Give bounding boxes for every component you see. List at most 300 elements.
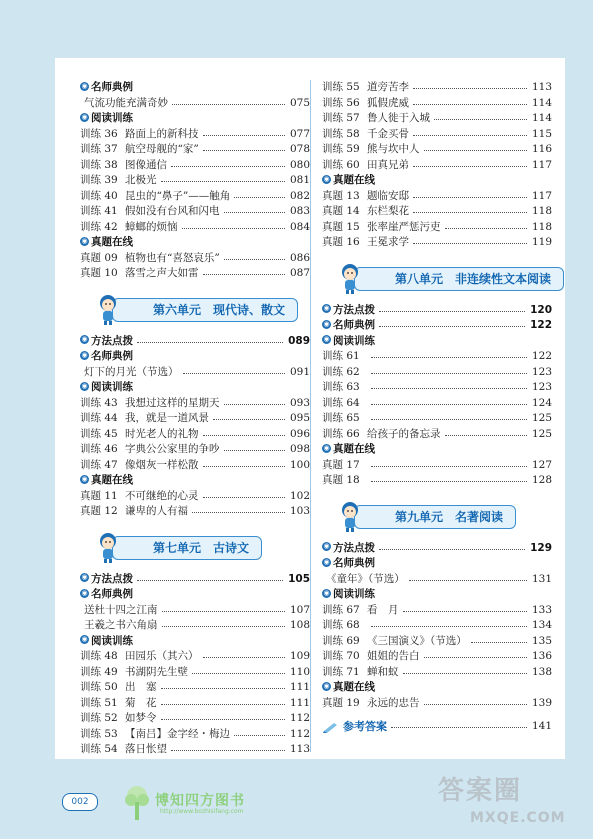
entry-title: 菊 花: [125, 696, 157, 709]
entry-number: 训练 40: [80, 189, 118, 202]
toc-entry[interactable]: [80, 680, 310, 696]
toc-entry[interactable]: [80, 665, 310, 681]
page-ref: 087: [288, 266, 310, 282]
section-bullet-icon: ◉: [323, 681, 330, 690]
toc-entry[interactable]: [80, 504, 310, 520]
dot-leader: [203, 466, 285, 467]
entry-number: 训练 38: [80, 158, 118, 171]
toc-entry[interactable]: [80, 711, 310, 727]
entry-number: 训练 43: [80, 396, 118, 409]
entry-title: 如梦令: [125, 712, 157, 724]
entry-title: 落日怅望: [125, 743, 167, 755]
toc-entry[interactable]: [80, 458, 310, 474]
section-label: 名师典例: [91, 350, 133, 362]
publisher-brand: 博知四方图书: [155, 793, 245, 809]
entry-title: 道旁苦李: [367, 81, 409, 93]
toc-entry[interactable]: [80, 96, 310, 112]
section-label: 真题在线: [333, 174, 375, 186]
section-bullet-icon: ◉: [323, 443, 330, 452]
toc-entry[interactable]: [80, 618, 310, 634]
toc-entry[interactable]: [322, 80, 552, 96]
section-label: 方法点拨: [91, 572, 133, 585]
dot-leader: [162, 611, 285, 612]
dot-leader: [224, 404, 285, 405]
cartoon-kid-icon: [94, 530, 122, 564]
page-ref: 091: [288, 365, 310, 381]
toc-entry[interactable]: [322, 158, 552, 174]
entry-title: 航空母舰的“家”: [125, 143, 199, 155]
toc-entry[interactable]: [322, 473, 552, 489]
dot-leader: [224, 212, 285, 213]
toc-entry[interactable]: [80, 142, 310, 158]
toc-entry[interactable]: [80, 442, 310, 458]
unit-banner: [80, 530, 310, 564]
entry-title: 田真兄弟: [367, 158, 409, 171]
section-heading: [322, 541, 552, 557]
entry-number: 真题 10: [80, 267, 118, 279]
toc-entry[interactable]: [80, 489, 310, 505]
dot-leader: [161, 704, 285, 705]
page-ref: 122: [528, 318, 552, 334]
section-bullet-icon: ◉: [323, 335, 330, 343]
entry-number: 真题 09: [80, 251, 118, 264]
entry-title: 气流功能充满奇妙: [84, 96, 168, 109]
entry-number: 训练 65: [322, 412, 360, 424]
entry-title: 路面上的新科技: [125, 127, 199, 140]
entry-title: 《童年》（节选）: [326, 572, 405, 585]
dot-leader: [183, 373, 285, 374]
section-label: 名师典例: [91, 588, 133, 600]
page-ref: 105: [286, 572, 310, 588]
dot-leader: [162, 626, 285, 627]
toc-entry[interactable]: [322, 204, 552, 220]
section-label: 真题在线: [91, 474, 133, 486]
entry-title: 姐姐的告白: [367, 650, 420, 662]
page-ref: 082: [288, 189, 310, 205]
toc-entry[interactable]: [322, 220, 552, 236]
section-bullet-icon: ◉: [81, 635, 88, 643]
unit-banner: [80, 292, 310, 326]
pencil-icon: [322, 721, 340, 733]
section-bullet-icon: ◉: [323, 304, 330, 312]
dot-leader: [371, 419, 527, 420]
toc-entry[interactable]: [322, 665, 552, 681]
dot-leader: [137, 342, 283, 343]
page-ref: 112: [288, 727, 310, 743]
dot-leader: [413, 104, 527, 105]
entry-title: 谦卑的人有福: [125, 505, 188, 517]
page-ref: 117: [530, 158, 552, 174]
dot-leader: [161, 719, 285, 720]
page-ref: 078: [288, 142, 310, 158]
toc-entry[interactable]: [322, 189, 552, 205]
unit-title: 第八单元 非连续性文本阅读: [354, 267, 564, 291]
page-ref: 133: [530, 603, 552, 619]
entry-number: 真题 14: [322, 205, 360, 217]
section-bullet-icon: ◉: [323, 557, 330, 566]
toc-left-column: [80, 80, 310, 758]
page-ref: 111: [288, 696, 310, 712]
section-heading: [80, 572, 310, 588]
entry-title: 永远的忠告: [367, 696, 420, 709]
section-label: 阅读训练: [91, 112, 133, 124]
page-ref: 100: [288, 458, 310, 474]
entry-title: 田园乐（其六）: [125, 650, 199, 662]
page-ref: 107: [288, 603, 310, 619]
page-ref: 102: [288, 489, 310, 505]
page-ref: 135: [530, 634, 552, 650]
page-ref: 139: [530, 696, 552, 712]
entry-number: 真题 17: [322, 458, 360, 471]
dot-leader: [424, 150, 527, 151]
page-ref: 089: [286, 334, 310, 350]
toc-entry[interactable]: [80, 251, 310, 267]
entry-title: 北极光: [125, 174, 157, 186]
toc-entry[interactable]: [322, 111, 552, 127]
entry-number: 训练 52: [80, 712, 118, 724]
entry-title: 图像通信: [125, 158, 167, 171]
page-ref: 131: [530, 572, 552, 588]
section-heading: [80, 380, 310, 396]
toc-entry[interactable]: [80, 365, 310, 381]
toc-entry[interactable]: [322, 603, 552, 619]
toc-entry[interactable]: [322, 365, 552, 381]
section-label: 真题在线: [333, 443, 375, 455]
dot-leader: [413, 166, 527, 167]
section-heading: [80, 587, 310, 603]
section-bullet-icon: ◉: [323, 588, 330, 597]
page-ref: 112: [288, 711, 310, 727]
toc-entry[interactable]: [322, 649, 552, 665]
section-label: 阅读训练: [333, 334, 375, 347]
entry-number: 训练 59: [322, 143, 360, 155]
page-ref: 125: [530, 411, 552, 427]
dot-leader: [203, 274, 285, 275]
dot-leader: [391, 727, 527, 728]
cartoon-kid-icon: [94, 292, 122, 326]
dot-leader: [234, 735, 285, 736]
section-heading: [322, 318, 552, 334]
cartoon-kid-icon: [336, 261, 364, 295]
answers-entry[interactable]: [322, 719, 552, 741]
entry-title: 熊与坎中人: [367, 143, 420, 155]
dot-leader: [371, 373, 527, 374]
toc-entry[interactable]: [80, 427, 310, 443]
page-ref: 129: [528, 541, 552, 557]
unit-banner: [322, 499, 552, 533]
toc-entry[interactable]: [80, 696, 310, 712]
dot-leader: [213, 419, 285, 420]
page-ref: 075: [288, 96, 310, 112]
toc-entry[interactable]: [80, 396, 310, 412]
toc-entry[interactable]: [80, 411, 310, 427]
dot-leader: [161, 688, 285, 689]
entry-number: 训练 53: [80, 727, 118, 740]
section-label: 真题在线: [91, 236, 133, 248]
entry-number: 训练 56: [322, 96, 360, 109]
section-label: 名师典例: [91, 81, 133, 93]
toc-entry[interactable]: [80, 266, 310, 282]
entry-title: 植物也有“喜怒哀乐”: [125, 251, 220, 264]
page-ref: 124: [530, 396, 552, 412]
dot-leader: [445, 435, 527, 436]
entry-title: 字典公公家里的争吵: [125, 443, 220, 455]
dot-leader: [445, 228, 527, 229]
unit-banner: [322, 261, 552, 295]
dot-leader: [171, 166, 285, 167]
toc-entry[interactable]: [322, 96, 552, 112]
entry-title: 千金买骨: [367, 127, 409, 140]
dot-leader: [203, 657, 285, 658]
toc-entry[interactable]: [80, 127, 310, 143]
toc-entry[interactable]: [80, 649, 310, 665]
page-frame-top: [0, 0, 593, 58]
page-ref: 109: [288, 649, 310, 665]
entry-number: 训练 68: [322, 619, 360, 631]
section-bullet-icon: ◉: [81, 81, 88, 90]
dot-leader: [371, 481, 527, 482]
page-ref: 128: [530, 473, 552, 489]
section-heading: [80, 349, 310, 365]
entry-number: 训练 69: [322, 634, 360, 647]
toc-entry[interactable]: [322, 427, 552, 443]
dot-leader: [471, 642, 527, 643]
page-ref: 111: [288, 680, 310, 696]
page-frame-right: [565, 0, 593, 839]
entry-title: 昆虫的“鼻子”——触角: [125, 189, 231, 202]
page-ref: 118: [530, 204, 552, 220]
page-ref: 086: [288, 251, 310, 267]
toc-entry[interactable]: [322, 396, 552, 412]
entry-title: 我想过这样的星期天: [125, 396, 220, 409]
toc-entry[interactable]: [322, 142, 552, 158]
page-number: 002: [62, 793, 98, 811]
entry-title: 像烟灰一样松散: [125, 458, 199, 471]
entry-number: 训练 66: [322, 427, 360, 440]
entry-number: 训练 47: [80, 458, 118, 471]
entry-number: 训练 64: [322, 396, 360, 409]
dot-leader: [413, 243, 527, 244]
entry-number: 训练 45: [80, 427, 118, 440]
page-ref: 080: [288, 158, 310, 174]
page-ref: 095: [288, 411, 310, 427]
dot-leader: [371, 388, 527, 389]
section-heading: [322, 303, 552, 319]
section-heading: [80, 634, 310, 650]
page-ref: 113: [288, 742, 310, 758]
toc-entry[interactable]: [322, 618, 552, 634]
entry-number: 训练 41: [80, 205, 118, 217]
entry-title: 【南吕】金字经・梅边: [125, 727, 230, 740]
entry-number: 训练 70: [322, 650, 360, 662]
dot-leader: [403, 673, 527, 674]
entry-number: 训练 39: [80, 174, 118, 186]
dot-leader: [161, 181, 285, 182]
page-ref: 127: [530, 458, 552, 474]
page-ref: 125: [530, 427, 552, 443]
toc-entry[interactable]: [322, 127, 552, 143]
page-ref: 136: [530, 649, 552, 665]
dot-leader: [371, 626, 527, 627]
toc-entry[interactable]: [80, 220, 310, 236]
toc-entry[interactable]: [80, 603, 310, 619]
toc-entry[interactable]: [80, 189, 310, 205]
page-ref: 110: [288, 665, 310, 681]
dot-leader: [379, 549, 525, 550]
dot-leader: [234, 197, 285, 198]
toc-entry[interactable]: [322, 572, 552, 588]
entry-number: 训练 51: [80, 696, 118, 709]
page-ref: 096: [288, 427, 310, 443]
entry-title: 给孩子的备忘录: [367, 427, 441, 440]
section-label: 名师典例: [333, 319, 375, 331]
entry-title: 狐假虎威: [367, 96, 409, 109]
entry-title: 假如没有台风和闪电: [125, 205, 220, 217]
entry-number: 真题 15: [322, 220, 360, 233]
entry-title: 落雪之声大如雷: [125, 267, 199, 279]
unit-title: 第六单元 现代诗、散文: [112, 298, 298, 322]
section-bullet-icon: ◉: [323, 174, 330, 183]
section-bullet-icon: ◉: [323, 319, 330, 328]
entry-number: 训练 50: [80, 681, 118, 693]
entry-number: 训练 42: [80, 220, 118, 233]
section-label: 阅读训练: [91, 634, 133, 647]
page-ref: 093: [288, 396, 310, 412]
answers-label: 参考答案: [343, 720, 387, 733]
entry-title: 出 塞: [125, 681, 157, 693]
dot-leader: [413, 135, 527, 136]
page-ref: 117: [530, 189, 552, 205]
section-bullet-icon: ◉: [81, 112, 88, 121]
dot-leader: [409, 580, 527, 581]
section-label: 方法点拨: [333, 303, 375, 316]
toc-entry[interactable]: [80, 173, 310, 189]
section-bullet-icon: ◉: [323, 542, 330, 550]
dot-leader: [203, 150, 285, 151]
toc-entry[interactable]: [80, 727, 310, 743]
entry-title: 书湖阴先生壁: [125, 665, 188, 678]
toc-entry[interactable]: [322, 634, 552, 650]
section-label: 真题在线: [333, 681, 375, 693]
section-label: 名师典例: [333, 557, 375, 569]
section-label: 方法点拨: [91, 334, 133, 347]
page-ref: 123: [530, 380, 552, 396]
page-ref: 119: [530, 235, 552, 251]
dot-leader: [192, 512, 285, 513]
dot-leader: [224, 259, 285, 260]
dot-leader: [192, 673, 285, 674]
toc-entry[interactable]: [322, 411, 552, 427]
page-ref: 103: [288, 504, 310, 520]
entry-number: 训练 61: [322, 350, 360, 362]
section-heading: [322, 442, 552, 458]
unit-title: 第七单元 古诗文: [112, 536, 262, 560]
toc-entry[interactable]: [322, 380, 552, 396]
page-ref: 114: [530, 96, 552, 112]
dot-leader: [182, 228, 285, 229]
publisher-url: http://www.bozhisifang.com: [160, 808, 244, 815]
entry-title: 题临安邸: [367, 189, 409, 202]
dot-leader: [413, 197, 527, 198]
section-label: 方法点拨: [333, 541, 375, 554]
section-bullet-icon: ◉: [81, 236, 88, 245]
section-heading: [80, 235, 310, 251]
entry-title: 看 月: [367, 603, 399, 616]
toc-entry[interactable]: [322, 349, 552, 365]
page-ref: 077: [288, 127, 310, 143]
dot-leader: [171, 750, 285, 751]
entry-number: 训练 37: [80, 143, 118, 155]
page-ref: 084: [288, 220, 310, 236]
section-bullet-icon: ◉: [81, 588, 88, 597]
dot-leader: [203, 135, 285, 136]
toc-entry[interactable]: [322, 696, 552, 712]
entry-number: 训练 36: [80, 127, 118, 140]
toc-entry[interactable]: [80, 742, 310, 758]
entry-number: 训练 67: [322, 603, 360, 616]
entry-number: 训练 49: [80, 665, 118, 678]
dot-leader: [403, 611, 527, 612]
dot-leader: [137, 580, 283, 581]
page-ref: 118: [530, 220, 552, 236]
dot-leader: [172, 104, 285, 105]
entry-title: 蟑螂的烦恼: [125, 220, 178, 233]
section-heading: [322, 556, 552, 572]
section-bullet-icon: ◉: [81, 381, 88, 390]
unit-title: 第九单元 名著阅读: [354, 505, 516, 529]
entry-number: 真题 16: [322, 236, 360, 248]
entry-number: 真题 18: [322, 474, 360, 486]
entry-number: 训练 60: [322, 158, 360, 171]
page-ref: 098: [288, 442, 310, 458]
toc-entry[interactable]: [322, 458, 552, 474]
page-ref: 141: [530, 719, 552, 735]
dot-leader: [224, 450, 285, 451]
page-ref: 122: [530, 349, 552, 365]
dot-leader: [371, 357, 527, 358]
toc-entry[interactable]: [322, 235, 552, 251]
watermark-url: MXQE.COM: [470, 810, 566, 826]
section-heading: [80, 473, 310, 489]
page-ref: 138: [530, 665, 552, 681]
section-heading: [322, 680, 552, 696]
entry-number: 真题 12: [80, 505, 118, 517]
page-ref: 114: [530, 111, 552, 127]
section-bullet-icon: ◉: [81, 474, 88, 483]
entry-number: 训练 71: [322, 665, 360, 678]
page-ref: 108: [288, 618, 310, 634]
entry-number: 真题 19: [322, 696, 360, 709]
section-heading: [80, 334, 310, 350]
page-ref: 083: [288, 204, 310, 220]
cartoon-kid-icon: [336, 499, 364, 533]
entry-title: 张率崖严惩污吏: [367, 220, 441, 233]
page-ref: 113: [530, 80, 552, 96]
entry-number: 训练 63: [322, 381, 360, 393]
entry-number: 训练 44: [80, 412, 118, 424]
dot-leader: [379, 326, 525, 327]
entry-number: 训练 46: [80, 443, 118, 455]
toc-entry[interactable]: [80, 158, 310, 174]
toc-entry[interactable]: [80, 204, 310, 220]
dot-leader: [413, 212, 527, 213]
entry-title: 我，就是一道风景: [125, 412, 209, 424]
dot-leader: [424, 657, 527, 658]
dot-leader: [424, 704, 527, 705]
page-ref: 120: [528, 303, 552, 319]
dot-leader: [203, 497, 285, 498]
section-heading: [80, 111, 310, 127]
